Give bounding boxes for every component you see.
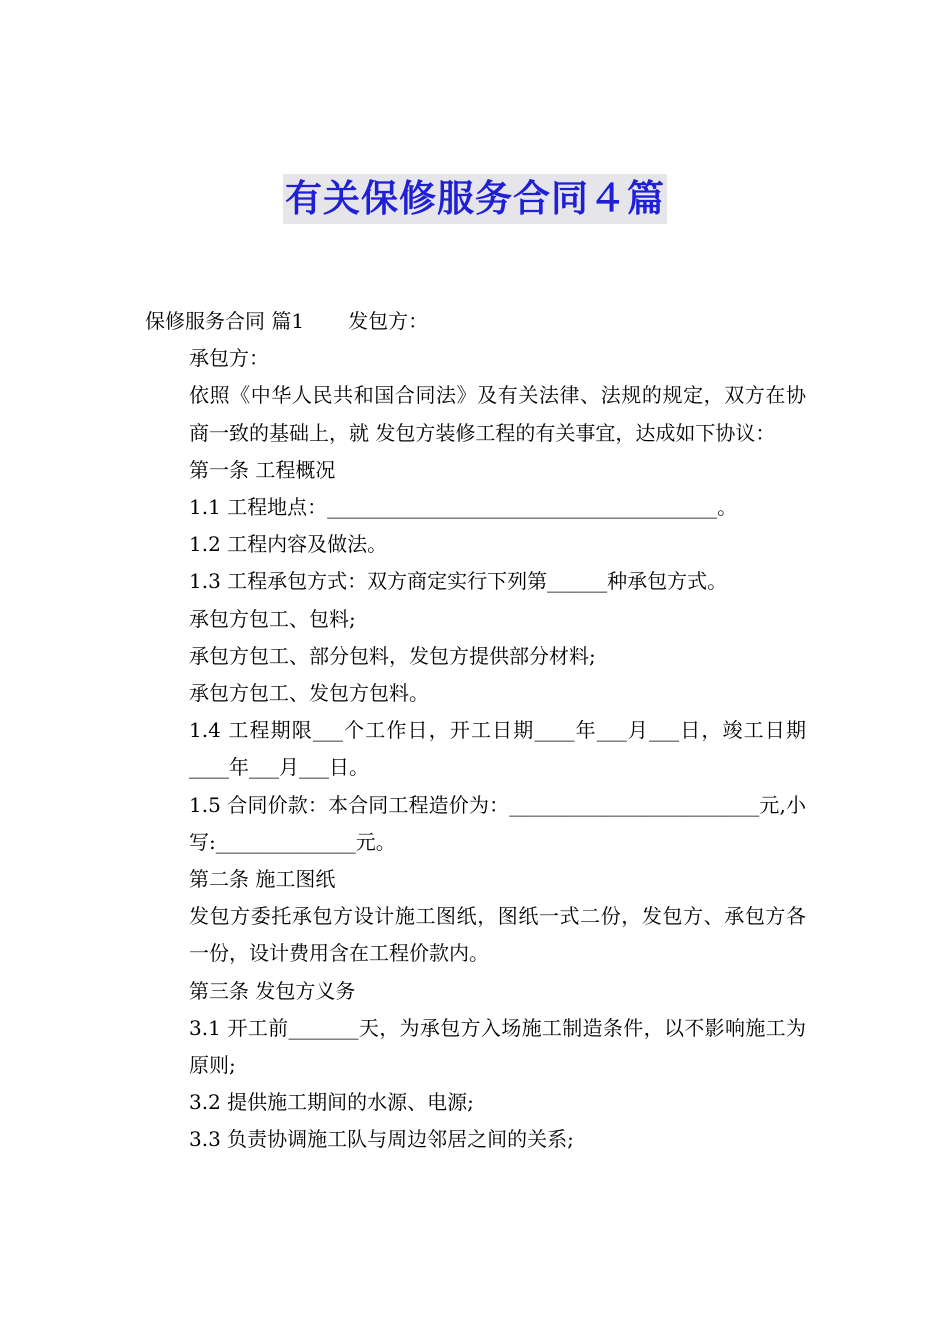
clause-3-2: 3.2 提供施工期间的水源、电源; <box>189 1090 474 1115</box>
option-1: 承包方包工、包料; <box>189 606 356 631</box>
article-2-heading: 第二条 施工图纸 <box>189 867 336 892</box>
clause-1-4: 1.4 工程期限___个工作日，开工日期____年___月___日，竣工日期____年___月___日。 <box>189 718 806 780</box>
article-2-body: 发包方委托承包方设计施工图纸，图纸一式二份，发包方、承包方各一份，设计费用含在工程价款内。 <box>189 904 806 966</box>
section-heading-line <box>145 303 806 340</box>
document-title: 有关保修服务合同４篇 <box>283 174 667 224</box>
option-3: 承包方包工、发包方包料。 <box>189 681 429 706</box>
option-2: 承包方包工、部分包料，发包方提供部分材料; <box>189 643 596 668</box>
intro-paragraph: 依照《中华人民共和国合同法》及有关法律、法规的规定，双方在协商一致的基础上，就 发包方装修工程的有关事宜，达成如下协议： <box>189 383 806 445</box>
document-body <box>145 303 806 1159</box>
clause-3-3: 3.3 负责协调施工队与周边邻居之间的关系; <box>189 1127 574 1152</box>
title-container <box>0 174 950 224</box>
contractor-label: 承包方： <box>189 346 269 371</box>
clause-1-1: 1.1 工程地点：_______________________________________。 <box>189 495 738 520</box>
clause-3-1: 3.1 开工前_______天，为承包方入场施工制造条件，以不影响施工为原则; <box>189 1015 806 1078</box>
article-1-heading: 第一条 工程概况 <box>189 457 336 482</box>
clause-1-3: 1.3 工程承包方式：双方商定实行下列第______种承包方式。 <box>189 569 728 594</box>
article-3-heading: 第三条 发包方义务 <box>189 978 356 1003</box>
clause-1-5: 1.5 合同价款：本合同工程造价为：_________________________元,小写:______________元。 <box>189 792 806 854</box>
section-heading: 保修服务合同 篇1 <box>145 309 305 333</box>
clause-1-2: 1.2 工程内容及做法。 <box>189 532 388 557</box>
employer-label: 发包方： <box>348 309 429 333</box>
